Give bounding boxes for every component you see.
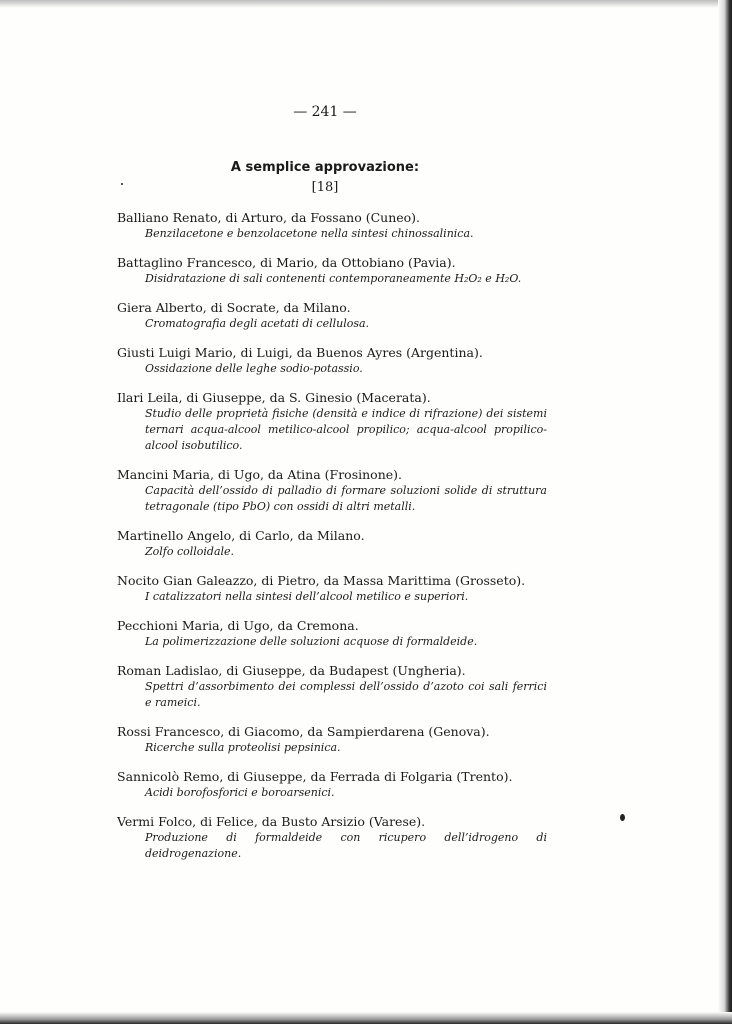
entry-thesis: Ossidazione delle leghe sodio-potassio. [145, 362, 363, 375]
list-item [117, 255, 547, 287]
entry-thesis: Ricerche sulla proteolisi pepsinica. [145, 741, 341, 754]
entry-thesis: Disidratazione di sali contenenti contemporaneamente H₂O₂ e H₂O. [145, 272, 522, 285]
page-edge-top [0, 0, 732, 8]
list-item [117, 814, 547, 862]
list-item [117, 618, 547, 650]
list-item [117, 769, 547, 801]
entry-name: Giusti Luigi Mario, di Luigi, da Buenos Ayres (Argentina). [117, 345, 483, 360]
section-title: A semplice approvazione: [230, 160, 420, 175]
entry-thesis: Capacità dell’ossido di palladio di formare soluzioni solide di struttura tetragonale (tipo PbO) con ossidi di altri metalli. [145, 484, 547, 513]
list-item [117, 345, 547, 377]
entry-name: Vermi Folco, di Felice, da Busto Arsizio (Varese). [117, 814, 426, 829]
entry-name: Mancini Maria, di Ugo, da Atina (Frosinone). [117, 467, 402, 482]
list-item [117, 210, 547, 242]
list-item [117, 528, 547, 560]
entry-name: Ilari Leila, di Giuseppe, da S. Ginesio (Macerata). [117, 390, 431, 405]
entry-name: Giera Alberto, di Socrate, da Milano. [117, 300, 351, 315]
list-item [117, 573, 547, 605]
entry-thesis: Benzilacetone e benzolacetone nella sintesi chinossalinica. [145, 227, 474, 240]
entry-list [117, 210, 547, 875]
list-item [117, 663, 547, 711]
entry-name: Nocito Gian Galeazzo, di Pietro, da Massa Marittima (Grosseto). [117, 573, 526, 588]
candidate-count: [18] [311, 180, 339, 195]
ink-speck [620, 814, 625, 821]
entry-thesis: Spettri d’assorbimento dei complessi dell’ossido d’azoto coi sali ferrici e rameici. [145, 680, 547, 709]
ink-speck [121, 183, 123, 185]
list-item [117, 390, 547, 454]
entry-name: Roman Ladislao, di Giuseppe, da Budapest (Ungheria). [117, 663, 466, 678]
entry-thesis: Studio delle proprietà fisiche (densità e indice di rifrazione) dei sistemi ternari acqua-alcool metilico-alcool propilico; acqua-alcool propilico-alcool isobutilico. [145, 407, 547, 452]
entry-name: Sannicolò Remo, di Giuseppe, da Ferrada di Folgaria (Trento). [117, 769, 513, 784]
entry-thesis: Cromatografia degli acetati di cellulosa. [145, 317, 370, 330]
entry-name: Battaglino Francesco, di Mario, da Ottobiano (Pavia). [117, 255, 456, 270]
entry-thesis: I catalizzatori nella sintesi dell’alcool metilico e superiori. [145, 590, 469, 603]
page-edge-right [718, 0, 732, 1024]
list-item [117, 724, 547, 756]
entry-thesis: La polimerizzazione delle soluzioni acquose di formaldeide. [145, 635, 478, 648]
list-item [117, 467, 547, 515]
entry-thesis: Produzione di formaldeide con ricupero dell’idrogeno di deidrogenazione. [145, 831, 547, 860]
entry-name: Balliano Renato, di Arturo, da Fossano (Cuneo). [117, 210, 421, 225]
page-number: — 241 — [293, 104, 357, 120]
entry-thesis: Zolfo colloidale. [145, 545, 235, 558]
entry-name: Rossi Francesco, di Giacomo, da Sampierdarena (Genova). [117, 724, 490, 739]
list-item [117, 300, 547, 332]
page-edge-bottom [0, 1012, 732, 1024]
entry-thesis: Acidi borofosforici e boroarsenici. [145, 786, 335, 799]
entry-name: Martinello Angelo, di Carlo, da Milano. [117, 528, 365, 543]
entry-name: Pecchioni Maria, di Ugo, da Cremona. [117, 618, 359, 633]
